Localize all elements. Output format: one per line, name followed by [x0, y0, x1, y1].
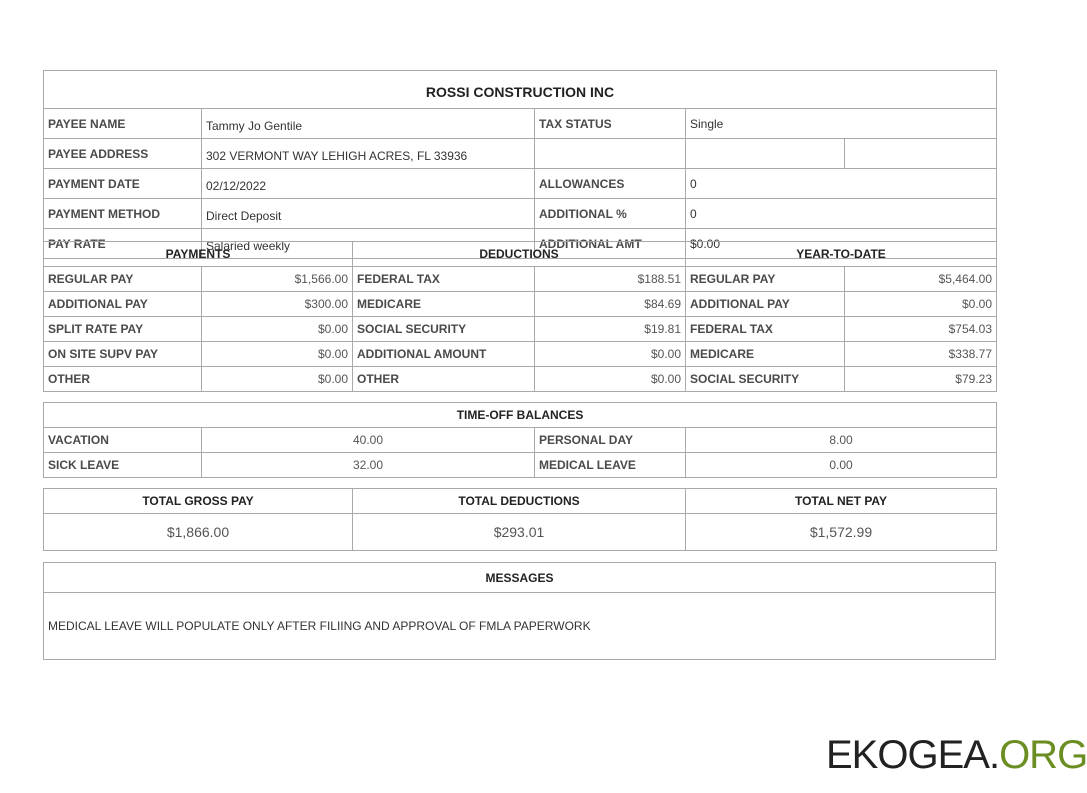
deduction-label: SOCIAL SECURITY [353, 317, 535, 342]
tax-status: Single [686, 109, 997, 139]
payment-date: 02/12/2022 [202, 169, 535, 199]
personal-day-label: PERSONAL DAY [535, 428, 686, 453]
allowances-label: ALLOWANCES [535, 169, 686, 199]
vacation-label: VACATION [44, 428, 202, 453]
payment-value: $0.00 [202, 317, 353, 342]
payment-label: ON SITE SUPV PAY [44, 342, 202, 367]
ytd-value: $5,464.00 [845, 267, 997, 292]
ytd-value: $0.00 [845, 292, 997, 317]
empty-cell [845, 139, 997, 169]
total-gross-value: $1,866.00 [44, 514, 353, 551]
watermark-logo [826, 733, 1087, 778]
payee-address-label: PAYEE ADDRESS [44, 139, 202, 169]
ytd-label: SOCIAL SECURITY [686, 367, 845, 392]
payee-info-table [43, 70, 997, 259]
total-deductions-label: TOTAL DEDUCTIONS [353, 489, 686, 514]
sick-leave-label: SICK LEAVE [44, 453, 202, 478]
payment-value: $300.00 [202, 292, 353, 317]
deduction-label: OTHER [353, 367, 535, 392]
totals-table [43, 488, 997, 551]
deduction-label: ADDITIONAL AMOUNT [353, 342, 535, 367]
payment-value: $0.00 [202, 367, 353, 392]
vacation-value: 40.00 [202, 428, 535, 453]
total-net-value: $1,572.99 [686, 514, 997, 551]
pay-rate-label: PAY RATE [44, 229, 202, 259]
payee-address: 302 VERMONT WAY LEHIGH ACRES, FL 33936 [202, 139, 535, 169]
empty-cell [535, 139, 686, 169]
deduction-value: $19.81 [535, 317, 686, 342]
payment-date-label: PAYMENT DATE [44, 169, 202, 199]
deduction-value: $0.00 [535, 367, 686, 392]
ytd-label: REGULAR PAY [686, 267, 845, 292]
messages-header: MESSAGES [44, 563, 996, 593]
additional-pct-label: ADDITIONAL % [535, 199, 686, 229]
payee-name: Tammy Jo Gentile [202, 109, 535, 139]
table-row [44, 367, 997, 392]
empty-cell [686, 139, 845, 169]
table-row [44, 267, 997, 292]
payment-value: $0.00 [202, 342, 353, 367]
logo-text-tld: ORG [999, 733, 1087, 777]
additional-pct: 0 [686, 199, 997, 229]
earnings-table [43, 241, 997, 392]
total-gross-label: TOTAL GROSS PAY [44, 489, 353, 514]
table-row [44, 292, 997, 317]
payments-header: PAYMENTS [44, 242, 353, 267]
deduction-label: FEDERAL TAX [353, 267, 535, 292]
ytd-label: MEDICARE [686, 342, 845, 367]
deductions-header: DEDUCTIONS [353, 242, 686, 267]
deduction-value: $0.00 [535, 342, 686, 367]
medical-leave-label: MEDICAL LEAVE [535, 453, 686, 478]
additional-amt-label: ADDITIONAL AMT [535, 229, 686, 259]
ytd-value: $754.03 [845, 317, 997, 342]
pay-rate: Salaried weekly [202, 229, 535, 259]
table-row [44, 342, 997, 367]
payment-label: OTHER [44, 367, 202, 392]
payment-value: $1,566.00 [202, 267, 353, 292]
ytd-header: YEAR-TO-DATE [686, 242, 997, 267]
timeoff-table [43, 402, 997, 478]
medical-leave-value: 0.00 [686, 453, 997, 478]
payment-label: SPLIT RATE PAY [44, 317, 202, 342]
allowances: 0 [686, 169, 997, 199]
payee-name-label: PAYEE NAME [44, 109, 202, 139]
ytd-value: $79.23 [845, 367, 997, 392]
ytd-value: $338.77 [845, 342, 997, 367]
company-name: ROSSI CONSTRUCTION INC [44, 71, 997, 109]
ytd-label: ADDITIONAL PAY [686, 292, 845, 317]
total-net-label: TOTAL NET PAY [686, 489, 997, 514]
additional-amt: $0.00 [686, 229, 997, 259]
table-row [44, 317, 997, 342]
deduction-label: MEDICARE [353, 292, 535, 317]
ytd-label: FEDERAL TAX [686, 317, 845, 342]
deduction-value: $188.51 [535, 267, 686, 292]
logo-text-main: EKOGEA. [826, 733, 1000, 777]
payment-method: Direct Deposit [202, 199, 535, 229]
personal-day-value: 8.00 [686, 428, 997, 453]
timeoff-header: TIME-OFF BALANCES [44, 403, 997, 428]
messages-table [43, 562, 996, 660]
sick-leave-value: 32.00 [202, 453, 535, 478]
payment-method-label: PAYMENT METHOD [44, 199, 202, 229]
tax-status-label: TAX STATUS [535, 109, 686, 139]
payment-label: ADDITIONAL PAY [44, 292, 202, 317]
message-text: MEDICAL LEAVE WILL POPULATE ONLY AFTER FILIING AND APPROVAL OF FMLA PAPERWORK [44, 593, 996, 660]
payment-label: REGULAR PAY [44, 267, 202, 292]
total-deductions-value: $293.01 [353, 514, 686, 551]
deduction-value: $84.69 [535, 292, 686, 317]
